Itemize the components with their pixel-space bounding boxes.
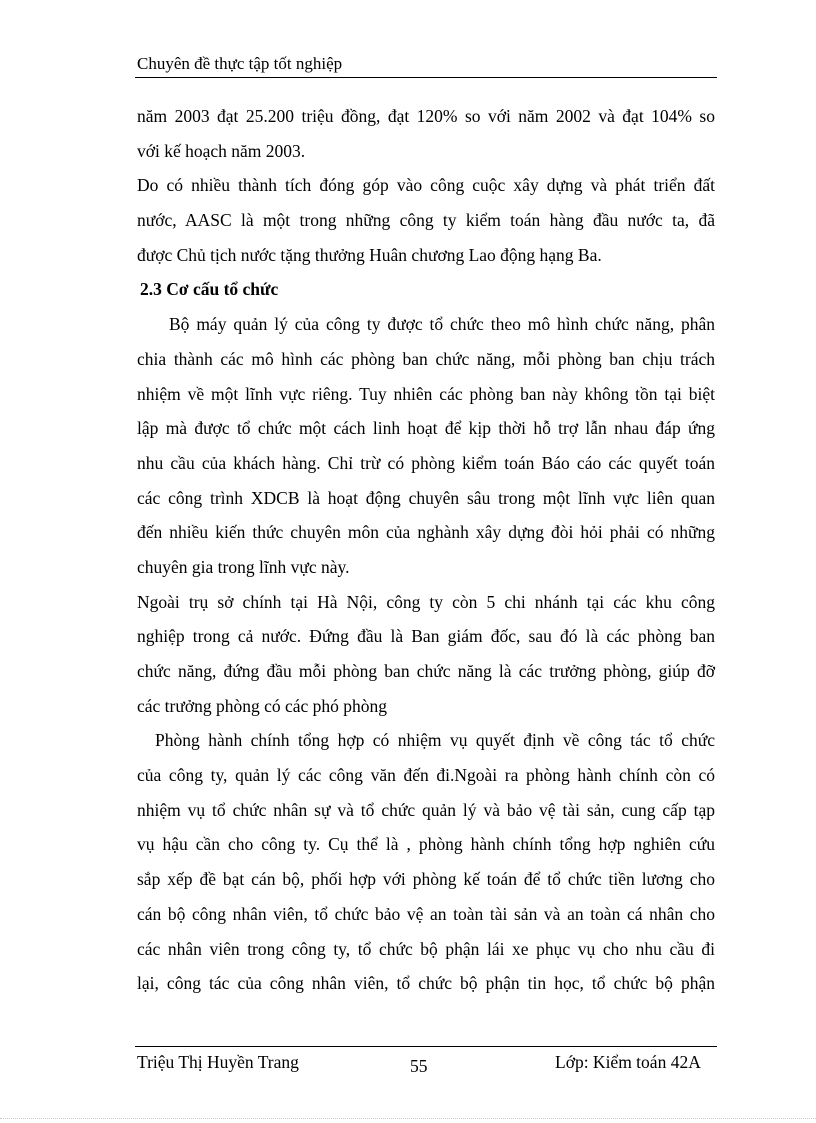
text-line: năm 2003 đạt 25.200 triệu đồng, đạt 120% so với năm 2002 và đạt 104% so [137, 106, 715, 126]
footer-class: Lớp: Kiểm toán 42A [555, 1052, 701, 1072]
text-line: Do có nhiều thành tích đóng góp vào công cuộc xây dựng và phát triển đất [137, 175, 715, 196]
text-line: lại, công tác của công nhân viên, tổ chức bộ phận tin học, tổ chức bộ phận [137, 973, 715, 994]
text-line: Phòng hành chính tổng hợp có nhiệm vụ quyết định về công tác tổ chức [155, 730, 715, 751]
page-header-title: Chuyên đề thực tập tốt nghiệp [137, 54, 343, 73]
text-line: chuyên gia trong lĩnh vực này. [137, 556, 350, 577]
text-line: nhiệm về một lĩnh vực riêng. Tuy nhiên các phòng ban này không tồn tại biệt [137, 383, 715, 404]
page-bottom-edge [0, 1118, 816, 1119]
text-line: cán bộ công nhân viên, tổ chức bảo vệ an toàn tài sản và an toàn cá nhân cho [137, 903, 715, 924]
text-line: các nhân viên trong công ty, tổ chức bộ phận lái xe phục vụ cho nhu cầu đi [137, 938, 715, 959]
text-line: sắp xếp đề bạt cán bộ, phối hợp với phòng kế toán để tổ chức tiền lương cho [137, 869, 715, 890]
text-line: Ngoài trụ sở chính tại Hà Nội, công ty còn 5 chi nhánh tại các khu công [137, 591, 715, 612]
page-number: 55 [410, 1056, 428, 1076]
section-heading: 2.3 Cơ cấu tổ chức [140, 279, 279, 300]
header-divider [135, 77, 717, 78]
text-line: nhu cầu của khách hàng. Chỉ trừ có phòng kiểm toán Báo cáo các quyết toán [137, 452, 715, 473]
text-line: nghiệp trong cả nước. Đứng đầu là Ban giám đốc, sau đó là các phòng ban [137, 626, 715, 647]
text-line: được Chủ tịch nước tặng thưởng Huân chương Lao động hạng Ba. [137, 244, 602, 265]
text-line: của công ty, quản lý các công văn đến đi.Ngoài ra phòng hành chính còn có [137, 765, 715, 786]
text-line: lập mà được tổ chức một cách linh hoạt để kịp thời hỗ trợ lẫn nhau đáp ứng [137, 418, 715, 439]
text-line: nước, AASC là một trong những công ty kiểm toán hàng đầu nước ta, đã [137, 210, 715, 231]
footer-divider [135, 1046, 717, 1047]
footer-author: Triệu Thị Huyền Trang [137, 1052, 299, 1072]
text-line: chia thành các mô hình các phòng ban chức năng, mỗi phòng ban chịu trách [137, 348, 715, 369]
text-line: với kế hoạch năm 2003. [137, 140, 306, 161]
text-line: các trưởng phòng có các phó phòng [137, 695, 388, 716]
text-line: đến nhiều kiến thức chuyên môn của nghành xây dựng đòi hỏi phải có những [137, 522, 715, 543]
text-line: Bộ máy quản lý của công ty được tổ chức theo mô hình chức năng, phân [169, 314, 715, 335]
document-body [137, 99, 715, 1001]
text-line: nhiệm vụ tổ chức nhân sự và tổ chức quản lý và bảo vệ tài sản, cung cấp tạp [137, 799, 715, 820]
text-line: các công trình XDCB là hoạt động chuyên sâu trong một lĩnh vực liên quan [137, 487, 715, 508]
text-line: chức năng, đứng đầu mỗi phòng ban chức năng là các trưởng phòng, giúp đỡ [137, 661, 715, 681]
text-line: vụ hậu cần cho công ty. Cụ thể là , phòng hành chính tổng hợp nghiên cứu [137, 834, 715, 855]
